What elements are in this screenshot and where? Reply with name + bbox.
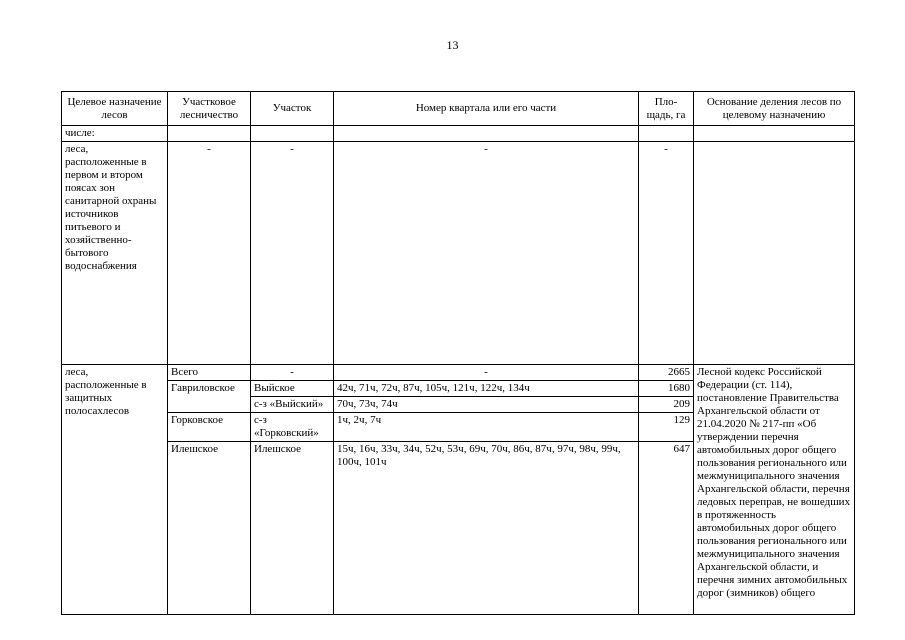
forestry-cell: Горковское [168,413,251,442]
basis-cell: Лесной кодекс Российской Федерации (ст. 114), постановление Правительства Архангельской области от 21.04.2020 № 217-пп «Об утверждении перечня автомобильных дорог общего пользования регионального или межмуниципального значения Архангельской области, перечня ледовых переправ, не вошедших в протяженность автомобильных дорог общего пользования регионального или межмуниципального значения Архангельской области, и перечня зимних автомобильных дорог (зимников) общего [694,365,855,615]
table-header-row [62,92,855,126]
forest-purpose-table [61,91,855,615]
section-cell: - [251,142,334,365]
quarter-cell: 1ч, 2ч, 7ч [334,413,639,442]
header-section: Участок [251,92,334,126]
area-cell: - [639,142,694,365]
header-quarter: Номер квартала или его части [334,92,639,126]
table-row [62,126,855,142]
table-row [62,365,855,381]
area-cell: 647 [639,442,694,615]
section-cell: с-з «Выйский» [251,397,334,413]
quarter-cell: - [334,142,639,365]
purpose-cell: леса, расположенные в первом и втором поясах зон санитарной охраны источников питьевого и хозяйственно-бытового водоснабжения [62,142,168,365]
purpose-cell: числе: [62,126,168,142]
header-forestry: Участковое лесничество [168,92,251,126]
basis-cell [694,142,855,365]
page-number: 13 [446,38,459,52]
section-cell: Выйское [251,381,334,397]
area-cell: 1680 [639,381,694,397]
quarter-cell: 70ч, 73ч, 74ч [334,397,639,413]
header-basis: Основание деления лесов по целевому назначению [694,92,855,126]
quarter-cell: - [334,365,639,381]
forestry-cell: - [168,142,251,365]
area-cell: 2665 [639,365,694,381]
forestry-cell: Всего [168,365,251,381]
forestry-cell: Илешское [168,442,251,615]
section-cell: - [251,365,334,381]
purpose-cell: леса, расположенные в защитных полосахлесов [62,365,168,615]
header-purpose: Целевое назначение лесов [62,92,168,126]
quarter-cell: 42ч, 71ч, 72ч, 87ч, 105ч, 121ч, 122ч, 134ч [334,381,639,397]
header-area: Пло-щадь, га [639,92,694,126]
area-cell: 209 [639,397,694,413]
forestry-cell: Гавриловское [168,381,251,413]
quarter-cell: 15ч, 16ч, 33ч, 34ч, 52ч, 53ч, 69ч, 70ч, 86ч, 87ч, 97ч, 98ч, 99ч, 100ч, 101ч [334,442,639,615]
area-cell: 129 [639,413,694,442]
section-cell: Илешское [251,442,334,615]
table-row [62,142,855,365]
section-cell: с-з «Горковский» [251,413,334,442]
